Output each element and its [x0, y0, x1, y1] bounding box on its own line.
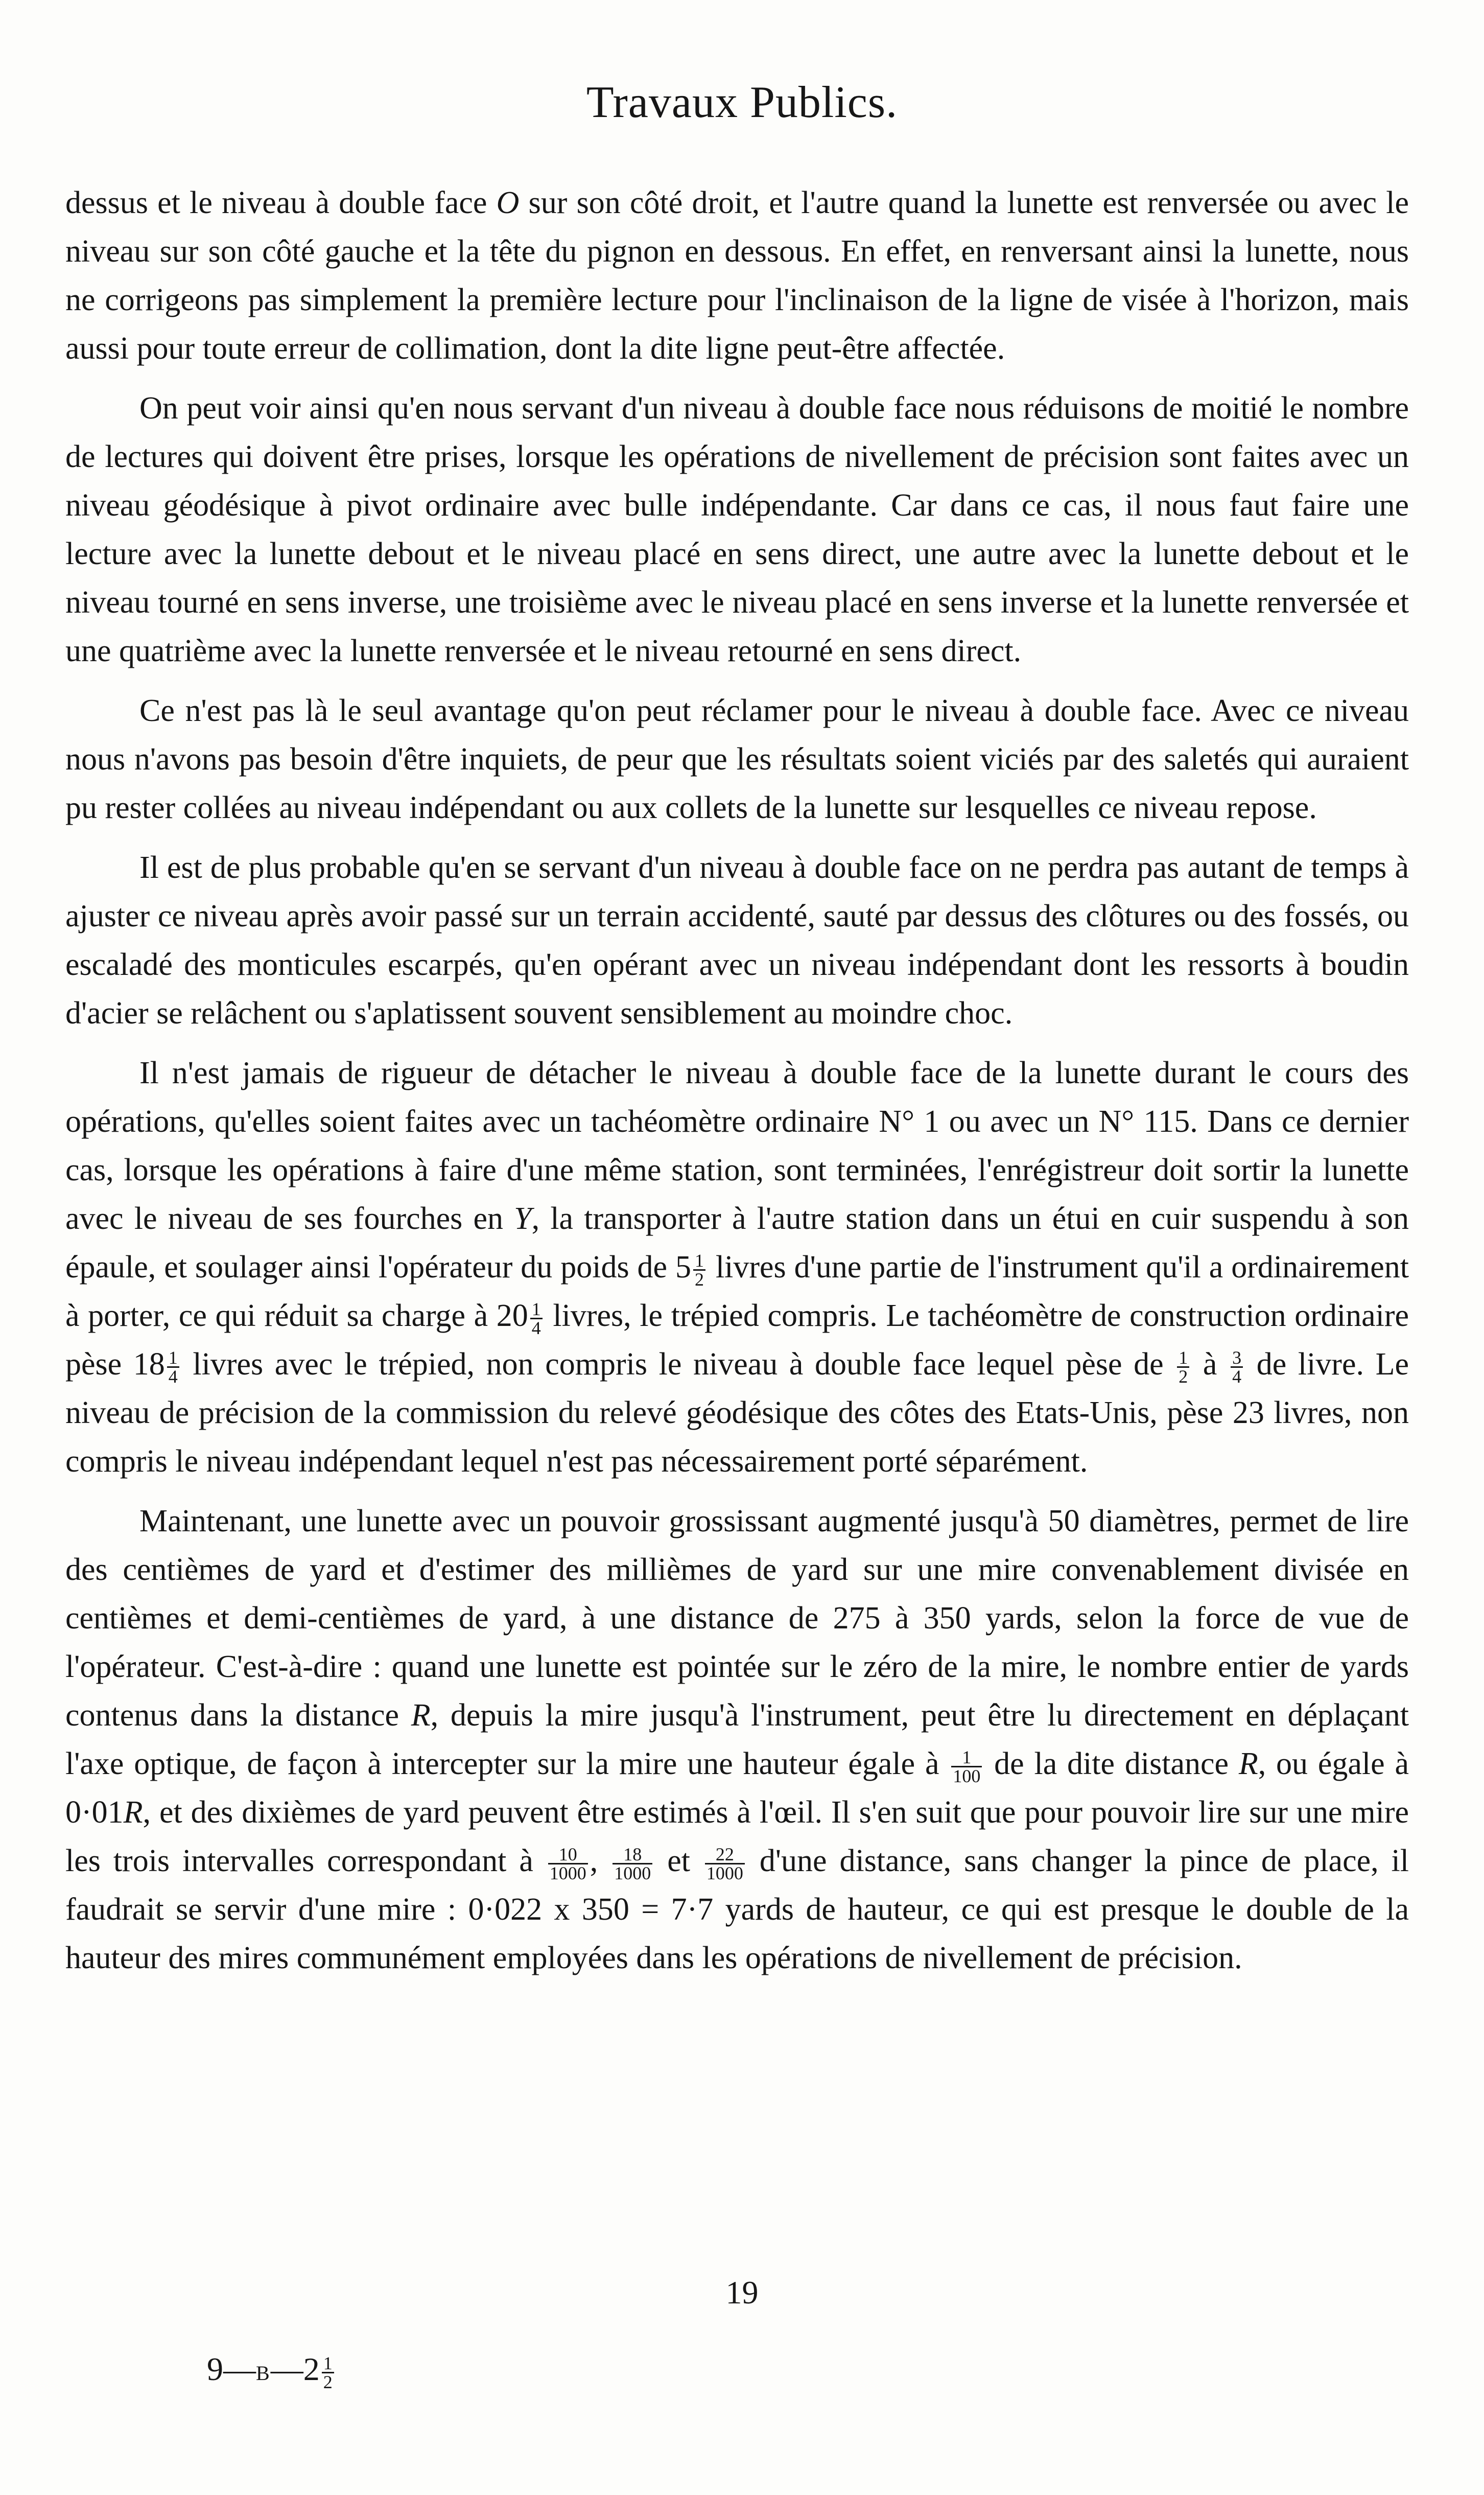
fraction — [951, 1748, 982, 1785]
text-run: livres avec le trépied, non compris le niveau à double face lequel pèse de — [181, 1347, 1175, 1382]
fraction — [167, 1349, 179, 1385]
fraction — [693, 1252, 705, 1288]
fraction-numerator: 1 — [167, 1349, 179, 1368]
text-run: Il est de plus probable qu'en se servant d'un niveau à double face on ne perdra pas autant de temps à ajuster ce niveau après avoir passé sur un terrain accidenté, sauté par dessus des clôtures ou des fossés, ou escaladé des monticules escarpés, qu'en opérant avec un niveau indépendant dont les ressorts à boudin d'acier se relâchent ou s'aplatissent souvent sensiblement au moindre choc. — [65, 850, 1409, 1031]
paragraph — [65, 384, 1409, 675]
fraction-numerator: 1 — [1177, 1349, 1189, 1368]
fraction-numerator: 3 — [1231, 1349, 1243, 1368]
fraction-numerator: 18 — [613, 1846, 652, 1864]
italic-variable: O — [496, 185, 520, 220]
signature-fraction — [322, 2354, 334, 2391]
text-run: et — [654, 1844, 703, 1878]
paragraph — [65, 1049, 1409, 1486]
text-run: Maintenant, une lunette avec un pouvoir grossissant augmenté jusqu'à 50 diamètres, permet de lire des centièmes de yard et d'estimer des millièmes de yard sur une mire convenablement divisée en centièmes et demi-centièmes de yard, à une distance de 275 à 350 yards, selon la force de vue de l'opérateur. C'est-à-dire : quand une lunette est pointée sur le zéro de la mire, le nombre entier de yards contenus dans la distance — [65, 1504, 1409, 1733]
page-number: 19 — [725, 2274, 759, 2311]
fraction-numerator: 1 — [530, 1300, 543, 1319]
text-run: dessus et le niveau à double face — [65, 185, 497, 220]
printer-signature-mark — [207, 2350, 336, 2391]
fraction — [530, 1300, 543, 1337]
signature-prefix: 9— — [207, 2351, 256, 2387]
fraction — [613, 1846, 652, 1882]
fraction-denominator: 2 — [1179, 1366, 1188, 1387]
running-head: Travaux Publics. — [586, 78, 898, 127]
fraction-denominator: 4 — [168, 1366, 178, 1387]
fraction-denominator: 1000 — [706, 1863, 743, 1884]
text-run: livres, le trépied compris. Le tachéomètre de construction ordinaire pèse 18 — [65, 1298, 1409, 1382]
fraction-numerator: 22 — [705, 1846, 745, 1864]
text-run: Il n'est jamais de rigueur de détacher le niveau à double face de la lunette durant le cours des opérations, qu'elles soient faites avec un tachéomètre ordinaire N° 1 ou avec un N° 115. Dans ce dernier cas, lorsque les opérations à faire d'une même station, sont terminées, l'enrégistreur doit sortir la lunette avec le niveau de ses fourches en — [65, 1056, 1409, 1236]
fraction — [548, 1846, 588, 1882]
paragraph — [65, 687, 1409, 832]
fraction-denominator: 2 — [323, 2371, 333, 2392]
text-run: à — [1191, 1347, 1229, 1382]
fraction-denominator: 4 — [531, 1318, 541, 1339]
text-run: Ce n'est pas là le seul avantage qu'on peut réclamer pour le niveau à double face. Avec ce niveau nous n'avons pas besoin d'être inquiets, de peur que les résultats soient viciés par des saletés qui auraient pu rester collées au niveau indépendant ou aux collets de la lunette sur lesquelles ce niveau repose. — [65, 693, 1409, 825]
fraction-numerator: 1 — [951, 1748, 982, 1767]
text-run: de livre. Le niveau de précision de la commission du relevé géodésique des côtes des Etats-Unis, pèse 23 livres, non compris le niveau indépendant lequel n'est pas nécessairement porté séparément. — [65, 1347, 1409, 1479]
paragraph — [65, 844, 1409, 1038]
fraction-denominator: 100 — [953, 1766, 981, 1787]
signature-mid: —2 — [270, 2351, 320, 2387]
text-run: sur son côté droit, et l'autre quand la lunette est renversée ou avec le niveau sur son côté gauche et la tête du pignon en dessous. En effet, en renversant ainsi la lunette, nous ne corrigeons pas simplement la première lecture pour l'inclinaison de la ligne de visée à l'horizon, mais aussi pour toute erreur de collimation, dont la dite ligne peut-être affectée. — [65, 185, 1409, 366]
text-run: d'une distance, sans changer la pince de place, il faudrait se servir d'une mire : 0·022 x 350 = 7·7 yards de hauteur, ce qui est presque le double de la hauteur des mires communément employées dans les opérations de nivellement de précision. — [65, 1844, 1409, 1975]
fraction-denominator: 1000 — [549, 1863, 586, 1884]
paragraph — [65, 179, 1409, 373]
italic-variable: R — [411, 1698, 431, 1733]
italic-variable: Y — [514, 1201, 532, 1236]
italic-variable: R — [123, 1795, 143, 1830]
fraction-denominator: 2 — [694, 1269, 704, 1290]
fraction-numerator: 10 — [548, 1846, 588, 1864]
fraction — [1231, 1349, 1243, 1385]
text-run: de la dite distance — [984, 1746, 1239, 1781]
text-run: , ou égale à 0·01 — [65, 1746, 1409, 1830]
fraction — [1177, 1349, 1189, 1385]
text-run: , et des dixièmes de yard peuvent être estimés à l'œil. Il s'en suit que pour pouvoir lire sur une mire les trois intervalles correspondant à — [65, 1795, 1409, 1878]
fraction-denominator: 4 — [1232, 1366, 1242, 1387]
fraction-numerator: 1 — [693, 1252, 705, 1271]
body-text — [65, 179, 1409, 1994]
text-run: , — [590, 1844, 611, 1878]
text-run: On peut voir ainsi qu'en nous servant d'un niveau à double face nous réduisons de moitié le nombre de lectures qui doivent être prises, lorsque les opérations de nivellement de précision sont faites avec un niveau géodésique à pivot ordinaire avec bulle indépendante. Car dans ce cas, il nous faut faire une lecture avec la lunette debout et le niveau placé en sens direct, une autre avec la lunette debout et le niveau tourné en sens inverse, une troisième avec le niveau placé en sens inverse et la lunette renversée et une quatrième avec la lunette renversée et le niveau retourné en sens direct. — [65, 391, 1409, 668]
fraction — [705, 1846, 745, 1882]
text-run: , depuis la mire jusqu'à l'instrument, peut être lu directement en déplaçant l'axe optique, de façon à intercepter sur la mire une hauteur égale à — [65, 1698, 1409, 1781]
italic-variable: R — [1238, 1746, 1258, 1781]
fraction-denominator: 1000 — [614, 1863, 651, 1884]
paragraph — [65, 1497, 1409, 1983]
text-run: livres d'une partie de l'instrument qu'il a ordinairement à porter, ce qui réduit sa charge à 20 — [65, 1250, 1409, 1333]
signature-letter: B — [256, 2362, 271, 2385]
fraction-numerator: 1 — [322, 2354, 334, 2373]
text-run: , la transporter à l'autre station dans un étui en cuir suspendu à son épaule, et soulager ainsi l'opérateur du poids de 5 — [65, 1201, 1409, 1285]
